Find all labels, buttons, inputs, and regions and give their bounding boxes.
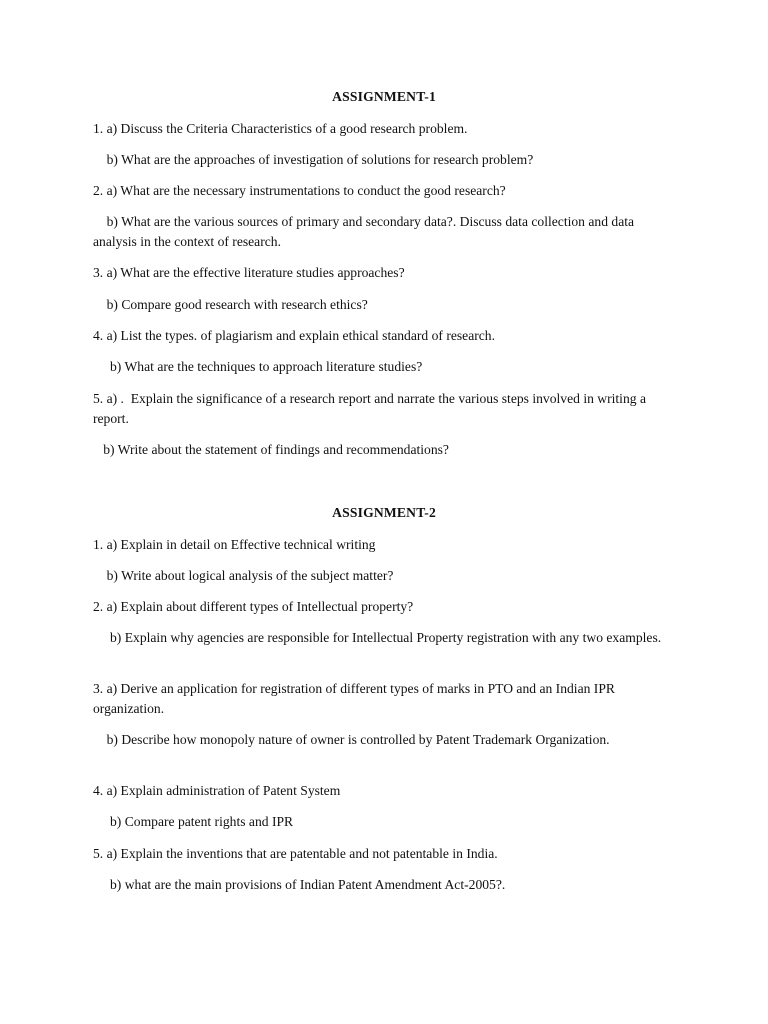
assignment-2-q1b: b) Write about logical analysis of the subject matter?	[93, 568, 394, 583]
assignment-1-q1b: b) What are the approaches of investigation of solutions for research problem?	[93, 152, 534, 167]
assignment-2-q2b: b) Explain why agencies are responsible for Intellectual Property registration with any two examples.	[93, 630, 662, 645]
assignment-1-q4a: 4. a) List the types. of plagiarism and explain ethical standard of research.	[93, 328, 496, 343]
assignment-1-q2a: 2. a) What are the necessary instrumentations to conduct the good research?	[93, 183, 506, 198]
assignment-2-q5a: 5. a) Explain the inventions that are patentable and not patentable in India.	[93, 846, 498, 861]
assignment-1-title: ASSIGNMENT-1	[332, 89, 436, 104]
assignment-2-q4a: 4. a) Explain administration of Patent System	[93, 783, 341, 798]
assignment-1-q1a: 1. a) Discuss the Criteria Characteristics of a good research problem.	[93, 121, 468, 136]
assignment-1-q2b: b) What are the various sources of primary and secondary data?. Discuss data collection and data analysis in the context of research.	[93, 214, 645, 249]
assignment-1-q3b: b) Compare good research with research ethics?	[93, 297, 368, 312]
assignment-1-q5b: b) Write about the statement of findings and recommendations?	[93, 442, 449, 457]
assignment-2-q3b: b) Describe how monopoly nature of owner is controlled by Patent Trademark Organization.	[93, 732, 610, 747]
assignment-2-q3a: 3. a) Derive an application for registration of different types of marks in PTO and an Indian IPR organization.	[93, 681, 619, 716]
assignment-1-q3a: 3. a) What are the effective literature studies approaches?	[93, 265, 405, 280]
assignment-1-q4b: b) What are the techniques to approach literature studies?	[93, 359, 423, 374]
assignment-2-q1a: 1. a) Explain in detail on Effective technical writing	[93, 537, 376, 552]
assignment-2-q2a: 2. a) Explain about different types of Intellectual property?	[93, 599, 414, 614]
assignment-1-q5a: 5. a) . Explain the significance of a research report and narrate the various steps involved in writing a report.	[93, 391, 650, 426]
assignment-2-q5b: b) what are the main provisions of Indian Patent Amendment Act-2005?.	[93, 877, 506, 892]
assignment-2-title: ASSIGNMENT-2	[332, 505, 436, 520]
assignment-2-q4b: b) Compare patent rights and IPR	[93, 814, 294, 829]
